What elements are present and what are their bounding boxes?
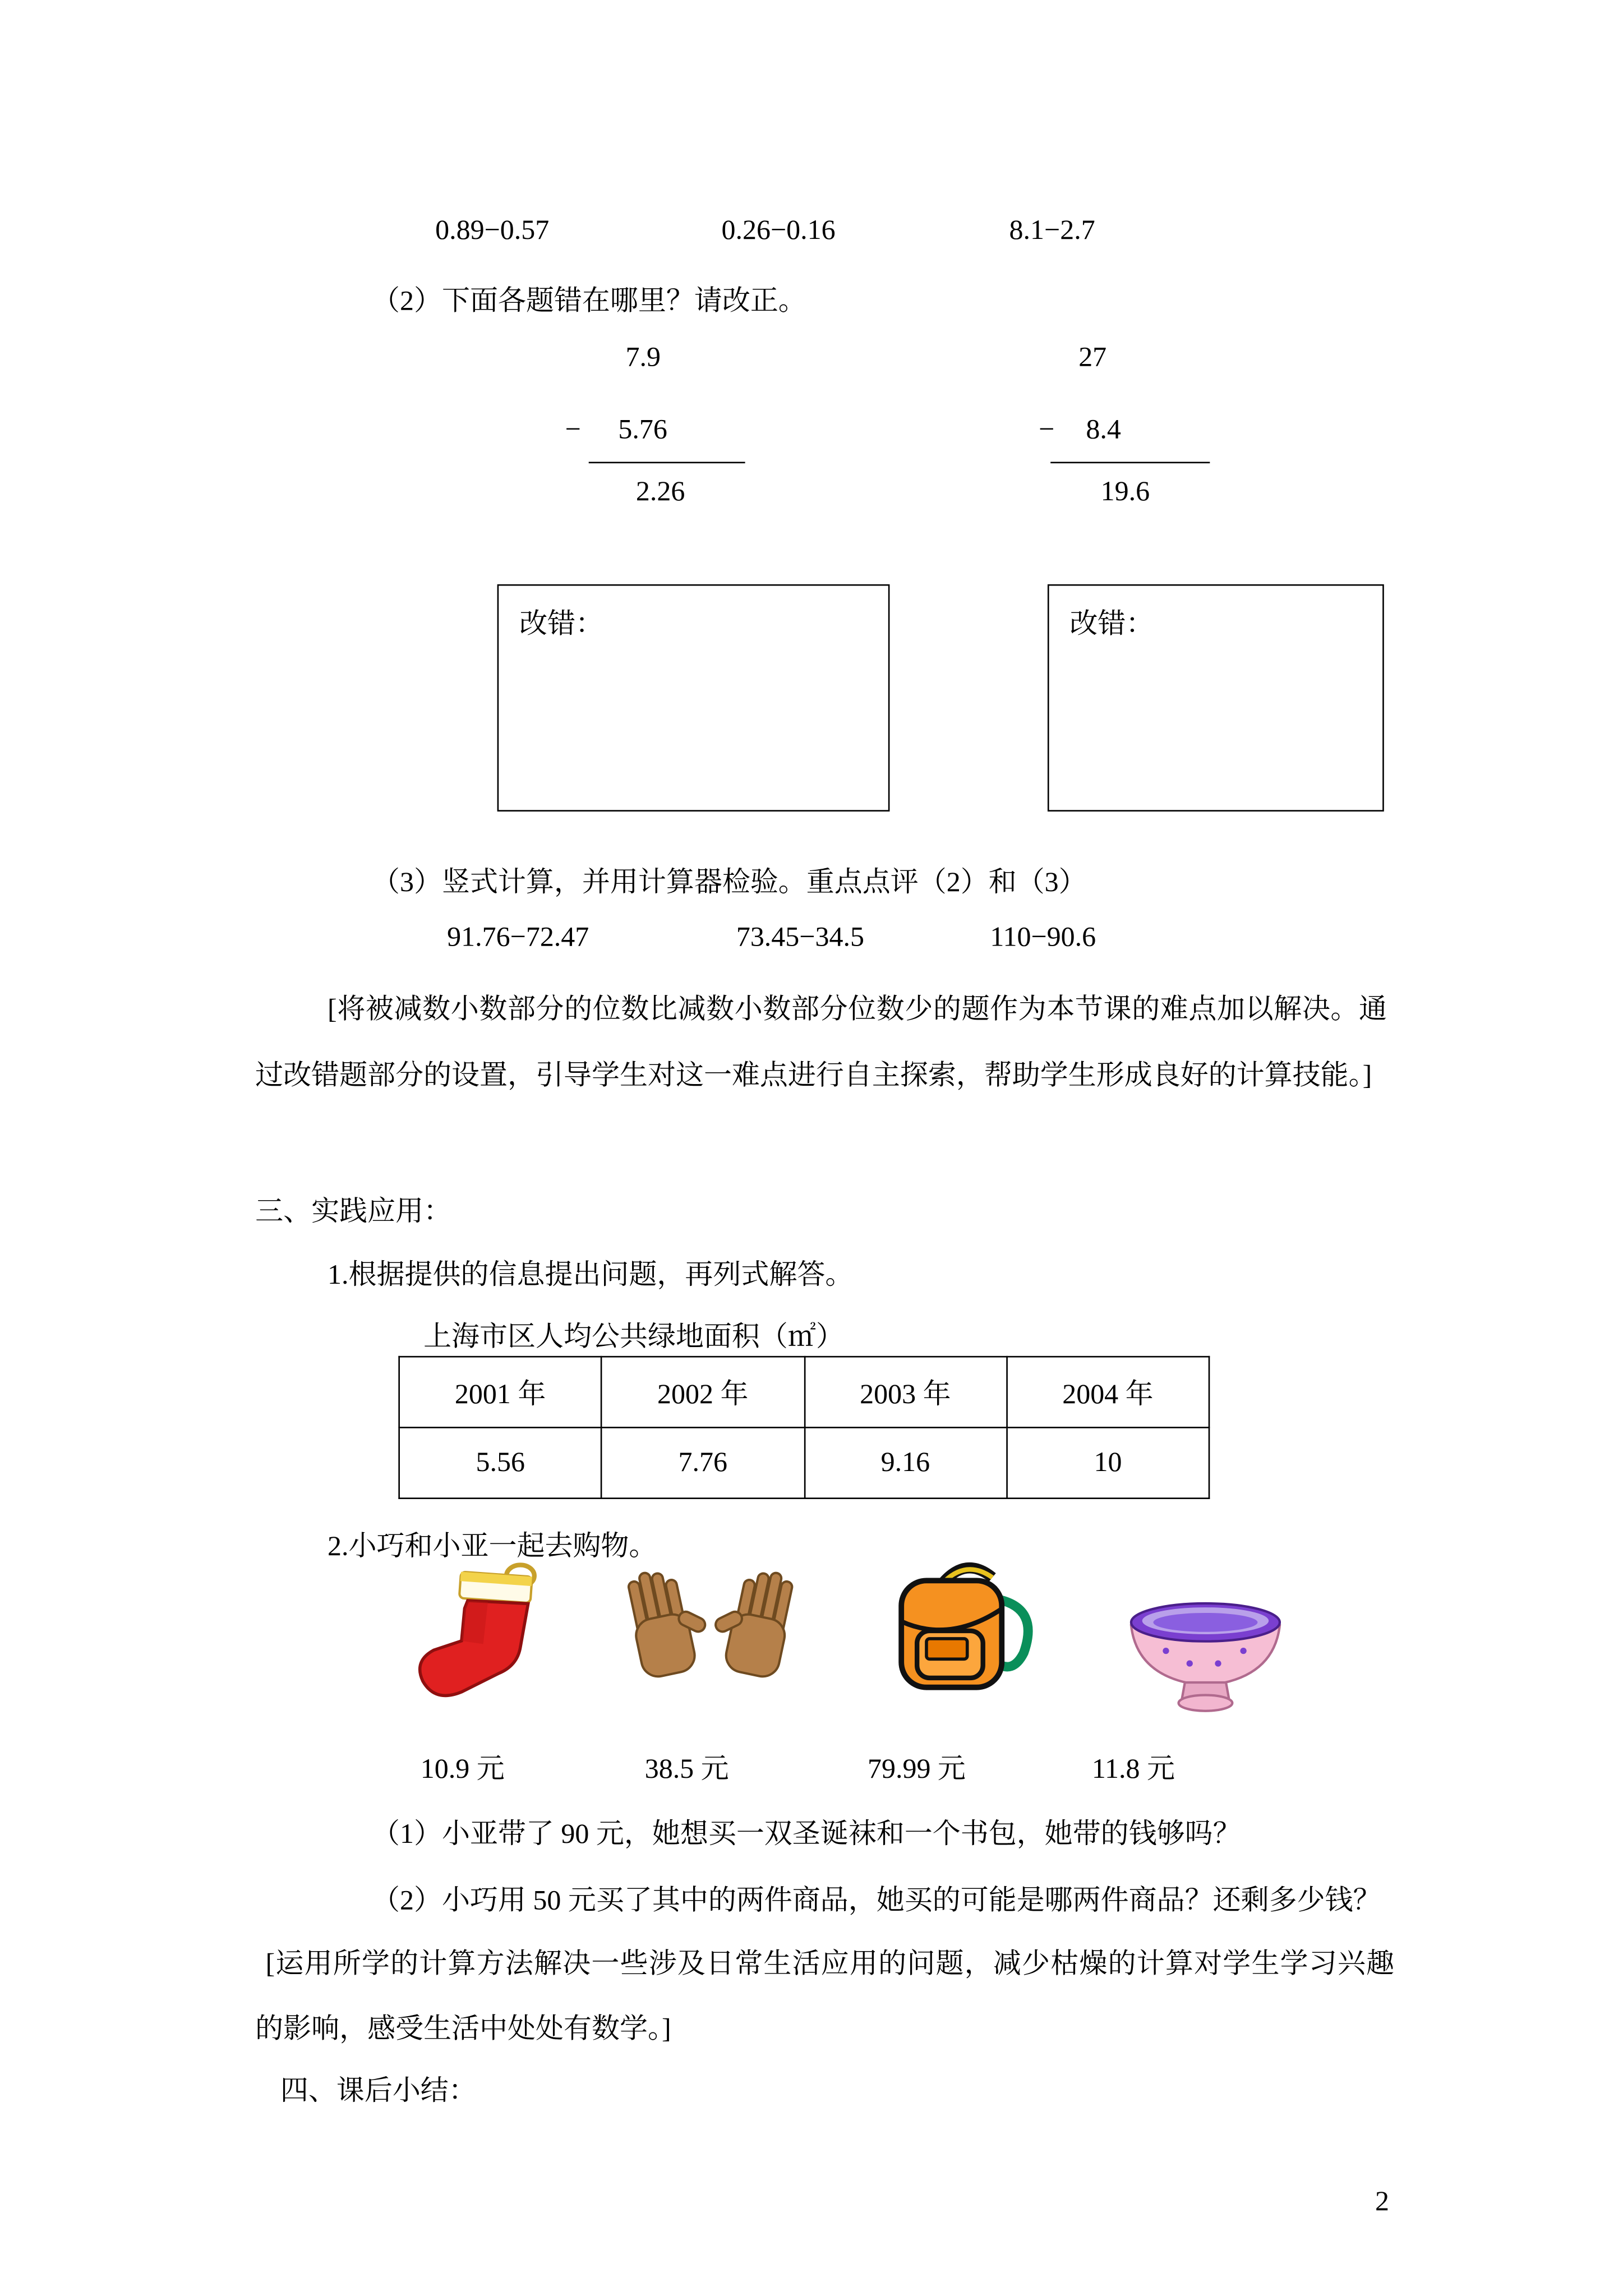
vertical-problem-1-minuend: 7.9 bbox=[625, 342, 661, 374]
item2-prompt: 2.小巧和小亚一起去购物。 bbox=[328, 1531, 657, 1563]
table-header-cell: 2002 年 bbox=[602, 1357, 804, 1427]
correction-box-1 bbox=[497, 584, 890, 812]
table-header-cell: 2001 年 bbox=[399, 1357, 602, 1427]
item2-question-1: （1）小亚带了 90 元，她想买一双圣诞袜和一个书包，她带的钱够吗？ bbox=[371, 1819, 1241, 1851]
table-title: 上海市区人均公共绿地面积（㎡） bbox=[423, 1322, 844, 1353]
table-value-cell: 10 bbox=[1007, 1427, 1209, 1498]
vertical-problem-2-operator: − bbox=[1039, 414, 1055, 446]
price-label: 10.9 元 bbox=[420, 1754, 505, 1786]
gloves-icon bbox=[620, 1567, 804, 1714]
vertical-problem-2-subtrahend: 8.4 bbox=[1086, 414, 1121, 446]
vertical-problem-2-minuend: 27 bbox=[1078, 342, 1107, 374]
section4-heading: 四、课后小结： bbox=[280, 2076, 477, 2107]
teaching-note-2: [运用所学的计算方法解决一些涉及日常生活应用的问题，减少枯燥的计算对学生学习兴趣的影响，感受生活中处处有数学。] bbox=[255, 1949, 1395, 2045]
subtraction-line bbox=[589, 462, 745, 463]
q3-problem: 110−90.6 bbox=[990, 922, 1096, 953]
table-value-cell: 5.56 bbox=[399, 1427, 602, 1498]
table-value-row bbox=[399, 1427, 1209, 1498]
oral-problem: 8.1−2.7 bbox=[1009, 215, 1095, 247]
christmas-stocking-icon bbox=[405, 1557, 560, 1719]
price-label: 38.5 元 bbox=[644, 1754, 729, 1786]
vertical-problem-1-subtrahend: 5.76 bbox=[618, 414, 667, 446]
subtraction-line bbox=[1050, 462, 1210, 463]
table-value-cell: 7.76 bbox=[602, 1427, 804, 1498]
vertical-problem-2-result: 19.6 bbox=[1100, 476, 1150, 508]
greenery-table bbox=[398, 1356, 1210, 1499]
vertical-problem-1-operator: − bbox=[565, 414, 581, 446]
teaching-note-1: [将被减数小数部分的位数比减数小数部分位数少的题作为本节课的难点加以解决。通过改错题部分的设置，引导学生对这一难点进行自主探索，帮助学生形成良好的计算技能。] bbox=[255, 994, 1387, 1092]
correction-box-2 bbox=[1048, 584, 1384, 812]
correction-box-label: 改错： bbox=[1069, 609, 1154, 640]
q3-prompt: （3）竖式计算，并用计算器检验。重点点评（2）和（3） bbox=[371, 867, 1087, 899]
page-number: 2 bbox=[1375, 2186, 1389, 2218]
table-header-cell: 2004 年 bbox=[1007, 1357, 1209, 1427]
table-value-cell: 9.16 bbox=[804, 1427, 1007, 1498]
bowl-icon bbox=[1118, 1588, 1292, 1721]
table-header-cell: 2003 年 bbox=[804, 1357, 1007, 1427]
vertical-problem-1-result: 2.26 bbox=[635, 476, 685, 508]
item2-question-2: （2）小巧用 50 元买了其中的两件商品，她买的可能是哪两件商品？还剩多少钱？ bbox=[371, 1885, 1381, 1917]
section3-heading: 三、实践应用： bbox=[255, 1196, 452, 1228]
price-label: 79.99 元 bbox=[867, 1754, 966, 1786]
item1-prompt: 1.根据提供的信息提出问题，再列式解答。 bbox=[328, 1260, 854, 1292]
q3-problem: 73.45−34.5 bbox=[736, 922, 864, 953]
backpack-icon bbox=[873, 1549, 1058, 1722]
q3-problem: 91.76−72.47 bbox=[447, 922, 589, 953]
oral-problem: 0.89−0.57 bbox=[435, 215, 550, 247]
table-header-row bbox=[399, 1357, 1209, 1427]
oral-problem: 0.26−0.16 bbox=[721, 215, 836, 247]
correction-box-label: 改错： bbox=[519, 609, 604, 640]
q2-prompt: （2）下面各题错在哪里？请改正。 bbox=[371, 286, 806, 317]
price-label: 11.8 元 bbox=[1091, 1754, 1175, 1786]
